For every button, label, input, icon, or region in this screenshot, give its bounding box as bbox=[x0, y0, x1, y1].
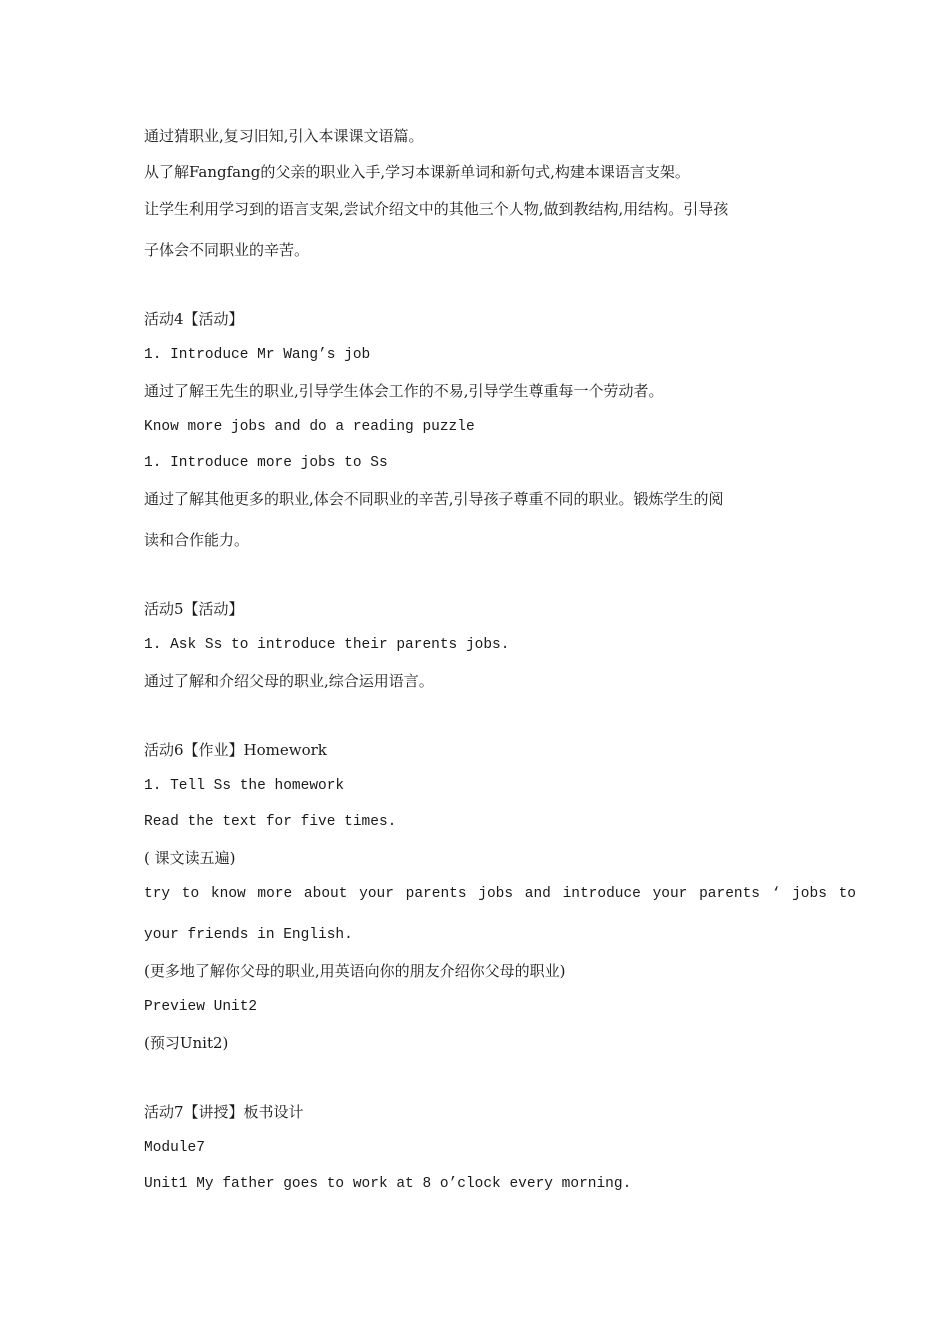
text-line: ( 课文读五遍) bbox=[144, 849, 236, 867]
text-line: Read the text for five times. bbox=[144, 814, 397, 830]
section-heading-activity-4: 活动4【活动】 bbox=[144, 310, 244, 328]
text-line: Preview Unit2 bbox=[144, 999, 258, 1015]
text-line: 读和合作能力。 bbox=[144, 531, 250, 549]
text-line: 通过猜职业,复习旧知,引入本课课文语篇。 bbox=[144, 127, 424, 145]
text-line: 通过了解其他更多的职业,体会不同职业的辛苦,引导孩子尊重不同的职业。锻炼学生的阅 bbox=[144, 490, 724, 508]
text-line: (预习Unit2) bbox=[144, 1034, 229, 1052]
section-heading-activity-6: 活动6【作业】Homework bbox=[144, 741, 327, 759]
text-line: 1. Introduce Mr Wang’s job bbox=[144, 347, 371, 363]
text-line: (更多地了解你父母的职业,用英语向你的朋友介绍你父母的职业) bbox=[144, 962, 566, 980]
text-line: 通过了解和介绍父母的职业,综合运用语言。 bbox=[144, 672, 434, 690]
text-line: 子体会不同职业的辛苦。 bbox=[144, 241, 310, 259]
section-heading-activity-5: 活动5【活动】 bbox=[144, 600, 244, 618]
text-line: 让学生利用学习到的语言支架,尝试介绍文中的其他三个人物,做到教结构,用结构。引导孩 bbox=[144, 200, 729, 218]
text-line: Module7 bbox=[144, 1140, 205, 1156]
text-line: 从了解Fangfang的父亲的职业入手,学习本课新单词和新句式,构建本课语言支架。 bbox=[144, 163, 690, 181]
text-line: 通过了解王先生的职业,引导学生体会工作的不易,引导学生尊重每一个劳动者。 bbox=[144, 382, 664, 400]
text-line: 1. Ask Ss to introduce their parents jobs. bbox=[144, 637, 510, 653]
text-line: 1. Tell Ss the homework bbox=[144, 778, 345, 794]
text-line: try to know more about your parents jobs and introduce your parents ‘ jobs to bbox=[144, 886, 857, 902]
text-line: Know more jobs and do a reading puzzle bbox=[144, 419, 475, 435]
text-line: Unit1 My father goes to work at 8 o’clock every morning. bbox=[144, 1176, 632, 1192]
section-heading-activity-7: 活动7【讲授】板书设计 bbox=[144, 1103, 304, 1121]
text-line: 1. Introduce more jobs to Ss bbox=[144, 455, 388, 471]
text-line: your friends in English. bbox=[144, 927, 353, 943]
